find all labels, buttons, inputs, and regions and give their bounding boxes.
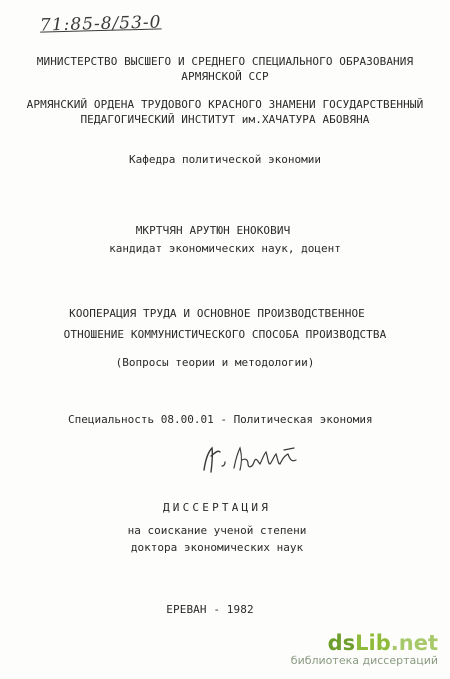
specialty: Специальность 08.00.01 - Политическая экономия bbox=[68, 413, 373, 426]
watermark-subtitle: библиотека диссертаций bbox=[290, 654, 438, 667]
watermark-brand-ds: ds bbox=[327, 631, 356, 655]
place-and-year: ЕРЕВАН - 1982 bbox=[166, 603, 254, 616]
department: Кафедра политической экономии bbox=[128, 153, 322, 166]
handwritten-number-text: 71:85-8/53-0 bbox=[39, 12, 162, 36]
institute-line-1: АРМЯНСКИЙ ОРДЕНА ТРУДОВОГО КРАСНОГО ЗНАМЕНИ ГОСУДАРСТВЕННЫЙ bbox=[26, 98, 424, 111]
watermark-brand-net: .net bbox=[390, 631, 438, 655]
dissertation-degree-line-2: доктора экономических наук bbox=[130, 541, 304, 554]
author-name: МКРТЧЯН АРУТЮН ЕНОКОВИЧ bbox=[135, 224, 291, 237]
ministry-line-2: АРМЯНСКОЙ ССР bbox=[181, 70, 269, 83]
handwritten-catalog-number bbox=[40, 12, 162, 35]
dissertation-title-line-1: КООПЕРАЦИЯ ТРУДА И ОСНОВНОЕ ПРОИЗВОДСТВЕННОЕ bbox=[69, 307, 365, 320]
dslib-watermark bbox=[291, 632, 438, 667]
dissertation-degree-line-1: на соискание ученой степени bbox=[127, 524, 307, 537]
dissertation-heading: ДИССЕРТАЦИЯ bbox=[162, 501, 272, 514]
watermark-logo bbox=[291, 632, 438, 654]
author-degree: кандидат экономических наук, доцент bbox=[109, 242, 341, 255]
institute-line-2: ПЕДАГОГИЧЕСКИЙ ИНСТИТУТ им.ХАЧАТУРА АБОВЯНА bbox=[80, 113, 370, 126]
watermark-brand-lib: Lib bbox=[355, 631, 391, 655]
dissertation-title-line-2: ОТНОШЕНИЕ КОММУНИСТИЧЕСКОГО СПОСОБА ПРОИЗВОДСТВА bbox=[63, 328, 387, 341]
handwritten-signature bbox=[198, 442, 308, 476]
dissertation-subtitle: (Вопросы теории и методологии) bbox=[115, 356, 315, 369]
ministry-line-1: МИНИСТЕРСТВО ВЫСШЕГО И СРЕДНЕГО СПЕЦИАЛЬНОГО ОБРАЗОВАНИЯ bbox=[36, 55, 414, 68]
